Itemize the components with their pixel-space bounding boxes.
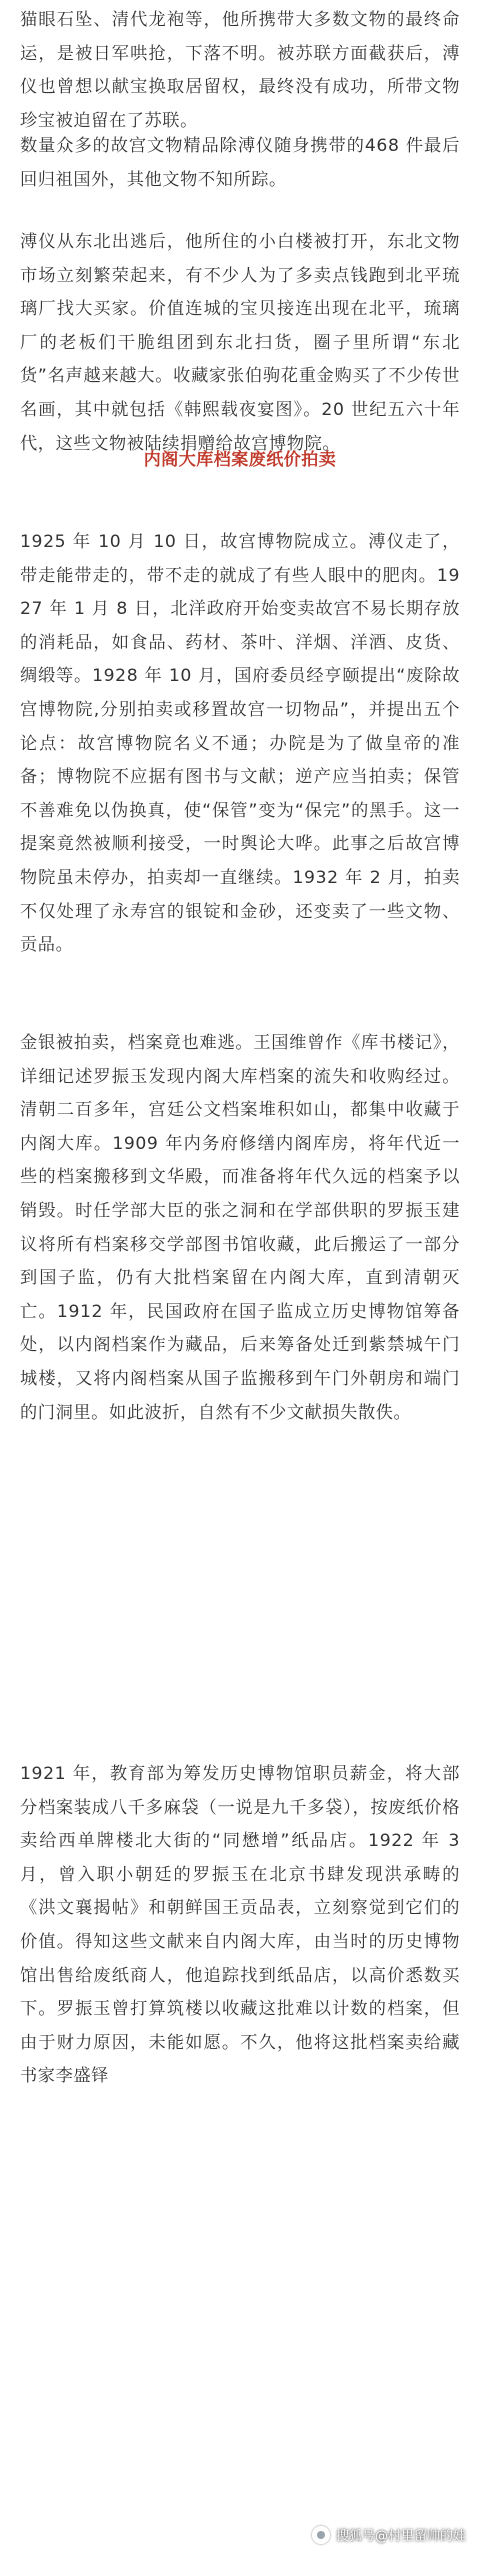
paragraph-4: 1925 年 10 月 10 日，故宫博物院成立。溥仪走了，带走能带走的，带不走的就成了有些人眼中的肥肉。1927 年 1 月 8 日，北洋政府开始变卖故宫不易长期存放的消耗品，如食品、药材、茶叶、洋烟、洋酒、皮货、绸缎等。1928 年 10 月，国府委员经亨颐提出“废除故宫博物院,分别拍卖或移置故宫一切物品”，并提出五个论点：故宫博物院名义不通；办院是为了做皇帝的准备；博物院不应据有图书与文献；逆产应当拍卖；保管不善难免以伪换真，使“保管”变为“保完”的黑手。这一提案竟然被顺利接受，一时舆论大哗。此事之后故宫博物院虽未停办，拍卖却一直继续。1932 年 2 月，拍卖不仅处理了永寿宫的银锭和金砂，还变卖了一些文物、贡品。	[20, 532, 460, 956]
source-watermark	[312, 2525, 466, 2544]
paragraph-1: 猫眼石坠、清代龙袍等，他所携带大多数文物的最终命运，是被日军哄抢，下落不明。被苏联方面截获后，溥仪也曾想以献宝换取居留权，最终没有成功，所带文物珍宝被迫留在了苏联。	[20, 10, 460, 131]
paragraph-2: 数量众多的故宫文物精品除溥仪随身携带的468 件最后回归祖国外，其他文物不知所踪。	[20, 136, 460, 190]
paragraph-6: 1921 年，教育部为筹发历史博物馆职员薪金，将大部分档案装成八千多麻袋（一说是九千多袋），按废纸价格卖给西单牌楼北大街的“同懋增”纸品店。1922 年 3 月，曾入职小朝廷的罗振玉在北京书肆发现洪承畴的《洪文襄揭帖》和朝鲜国王贡品表，立刻察觉到它们的价值。得知这些文献来自内阁大库，由当时的历史博物馆出售给废纸商人，他追踪找到纸品店，以高价悉数买下。罗振玉曾打算筑楼以收藏这批难以计数的档案，但由于财力原因，未能如愿。不久，他将这批档案卖给藏书家李盛铎	[20, 1764, 460, 2087]
user-avatar-icon	[312, 2526, 330, 2544]
watermark-text: 搜狐号@村里留帅的娃	[335, 2529, 466, 2544]
section-heading: 内阁大库档案废纸价拍卖	[143, 450, 337, 470]
paragraph-5: 金银被拍卖，档案竟也难逃。王国维曾作《库书楼记》，详细记述罗振玉发现内阁大库档案的流失和收购经过。清朝二百多年，宫廷公文档案堆积如山，都集中收藏于内阁大库。1909 年内务府修缮内阁库房，将年代近一些的档案搬移到文华殿，而准备将年代久远的档案予以销毁。时任学部大臣的张之洞和在学部供职的罗振玉建议将所有档案移交学部图书馆收藏，此后搬运了一部分到国子监，仍有大批档案留在内阁大库，直到清朝灭亡。1912 年，民国政府在国子监成立历史博物馆筹备处，以内阁档案作为藏品，后来筹备处迁到紫禁城午门城楼，又将内阁档案从国子监搬移到午门外朝房和端门的门洞里。如此波折，自然有不少文献损失散佚。	[20, 1033, 460, 1423]
paragraph-3: 溥仪从东北出逃后，他所住的小白楼被打开，东北文物市场立刻繁荣起来，有不少人为了多卖点钱跑到北平琉璃厂找大买家。价值连城的宝贝接连出现在北平，琉璃厂的老板们干脆组团到东北扫货，圈子里所谓“东北货”名声越来越大。收藏家张伯驹花重金购买了不少传世名画，其中就包括《韩熙载夜宴图》。20 世纪五六十年代，这些文物被陆续捐赠给故宫博物院。	[20, 232, 460, 454]
